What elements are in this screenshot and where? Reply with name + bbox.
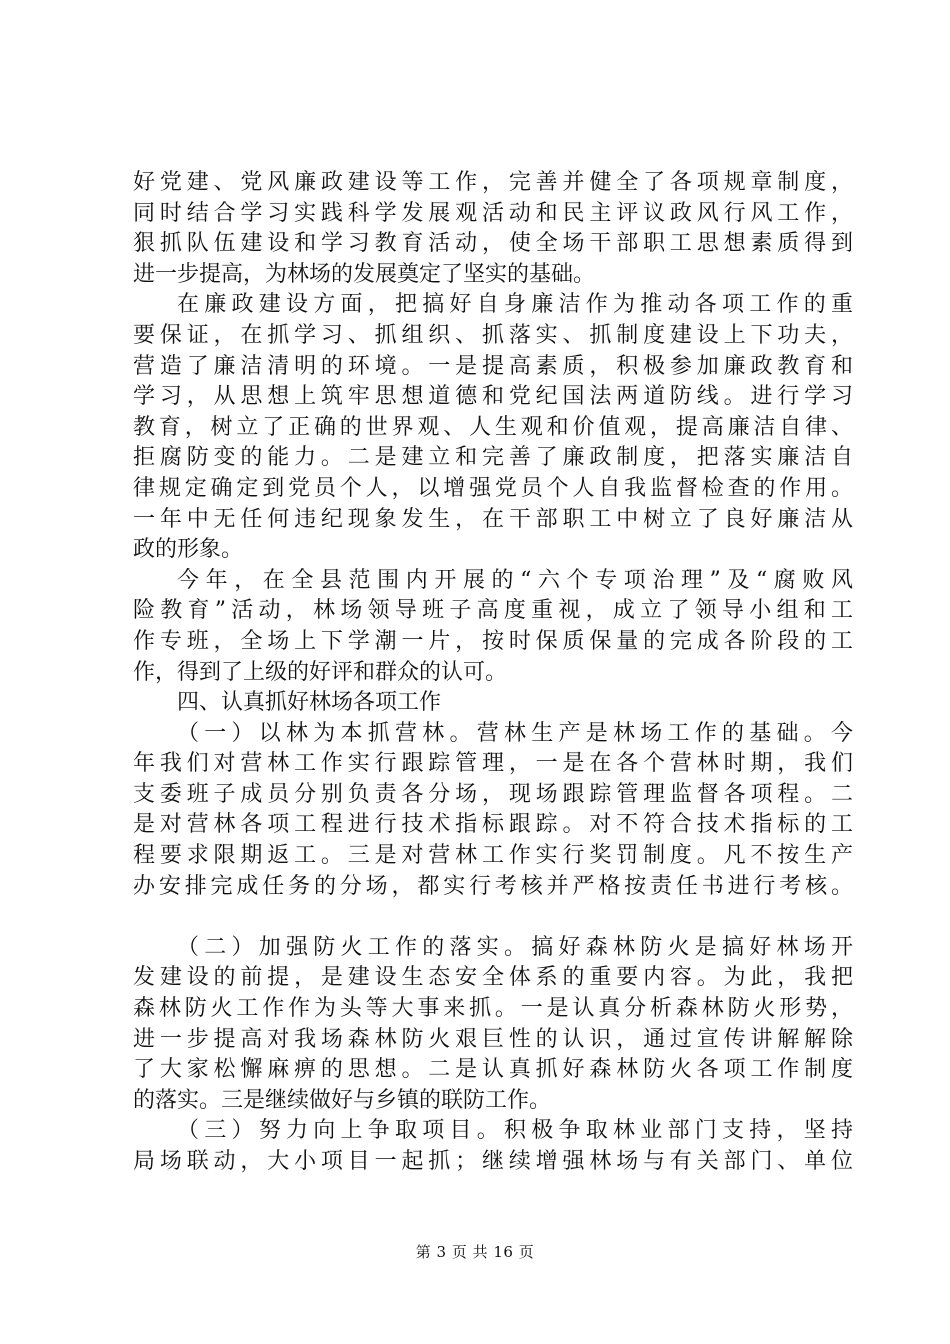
page-number-footer: 第 3 页 共 16 页 (415, 1243, 535, 1261)
section-heading: 四、认真抓好林场各项工作 (177, 690, 442, 716)
text-line: 政的形象。 (133, 537, 244, 563)
text-line: 的落实。三是继续做好与乡镇的联防工作。 (133, 1087, 552, 1113)
document-body (133, 168, 853, 1178)
text-line: 险教育”活动，林场领导班子高度重视，成立了领导小组和工 (133, 598, 853, 624)
text-line: （一）以林为本抓营林。营林生产是林场工作的基础。今 (177, 720, 853, 746)
text-line: 营造了廉洁清明的环境。一是提高素质，积极参加廉政教育和 (133, 353, 853, 379)
text-line: 在廉政建设方面，把搞好自身廉洁作为推动各项工作的重 (177, 292, 853, 318)
text-line: 是对营林各项工程进行技术指标跟踪。对不符合技术指标的工 (133, 812, 853, 838)
text-line: 支委班子成员分别负责各分场，现场跟踪管理监督各项程。二 (133, 781, 853, 807)
text-line: 好党建、党风廉政建设等工作，完善并健全了各项规章制度， (133, 170, 853, 195)
text-line: 今年，在全县范围内开展的“六个专项治理”及“腐败风 (177, 567, 853, 593)
text-line: 发建设的前提，是建设生态安全体系的重要内容。为此，我把 (133, 965, 853, 991)
text-line: 进一步提高，为林场的发展奠定了坚实的基础。 (133, 261, 596, 287)
text-line: 森林防火工作作为头等大事来抓。一是认真分析森林防火形势， (133, 996, 853, 1022)
text-line: 办安排完成任务的分场，都实行考核并严格按责任书进行考核。 (133, 873, 853, 899)
text-line: 拒腐防变的能力。二是建立和完善了廉政制度，把落实廉洁自 (133, 445, 853, 471)
text-line: 学习，从思想上筑牢思想道德和党纪国法两道防线。进行学习 (133, 384, 853, 410)
text-line: 年我们对营林工作实行跟踪管理，一是在各个营林时期，我们 (133, 751, 853, 777)
text-line: 进一步提高对我场森林防火艰巨性的认识，通过宣传讲解解除 (133, 1026, 853, 1052)
text-line: 律规定确定到党员个人，以增强党员个人自我监督检查的作用。 (133, 475, 853, 501)
text-line: 作，得到了上级的好评和群众的认可。 (133, 659, 508, 685)
text-line: 了大家松懈麻痹的思想。二是认真抓好森林防火各项工作制度 (133, 1057, 853, 1083)
text-line: 作专班，全场上下学潮一片，按时保质保量的完成各阶段的工 (133, 628, 853, 654)
text-line: 要保证，在抓学习、抓组织、抓落实、抓制度建设上下功夫， (133, 322, 853, 348)
text-line: 同时结合学习实践科学发展观活动和民主评议政风行风工作， (133, 200, 853, 226)
paragraph-gap (133, 902, 853, 933)
text-line: 教育，树立了正确的世界观、人生观和价值观，提高廉洁自律、 (133, 414, 853, 440)
text-line: 狠抓队伍建设和学习教育活动，使全场干部职工思想素质得到 (133, 231, 853, 257)
text-line: （三）努力向上争取项目。积极争取林业部门支持，坚持 (177, 1118, 853, 1144)
text-line: 程要求限期返工。三是对营林工作实行奖罚制度。凡不按生产 (133, 843, 853, 869)
text-line: 局场联动，大小项目一起抓；继续增强林场与有关部门、单位 (133, 1149, 853, 1174)
text-line: （二）加强防火工作的落实。搞好森林防火是搞好林场开 (177, 934, 853, 960)
text-line: 一年中无任何违纪现象发生，在干部职工中树立了良好廉洁从 (133, 506, 853, 532)
